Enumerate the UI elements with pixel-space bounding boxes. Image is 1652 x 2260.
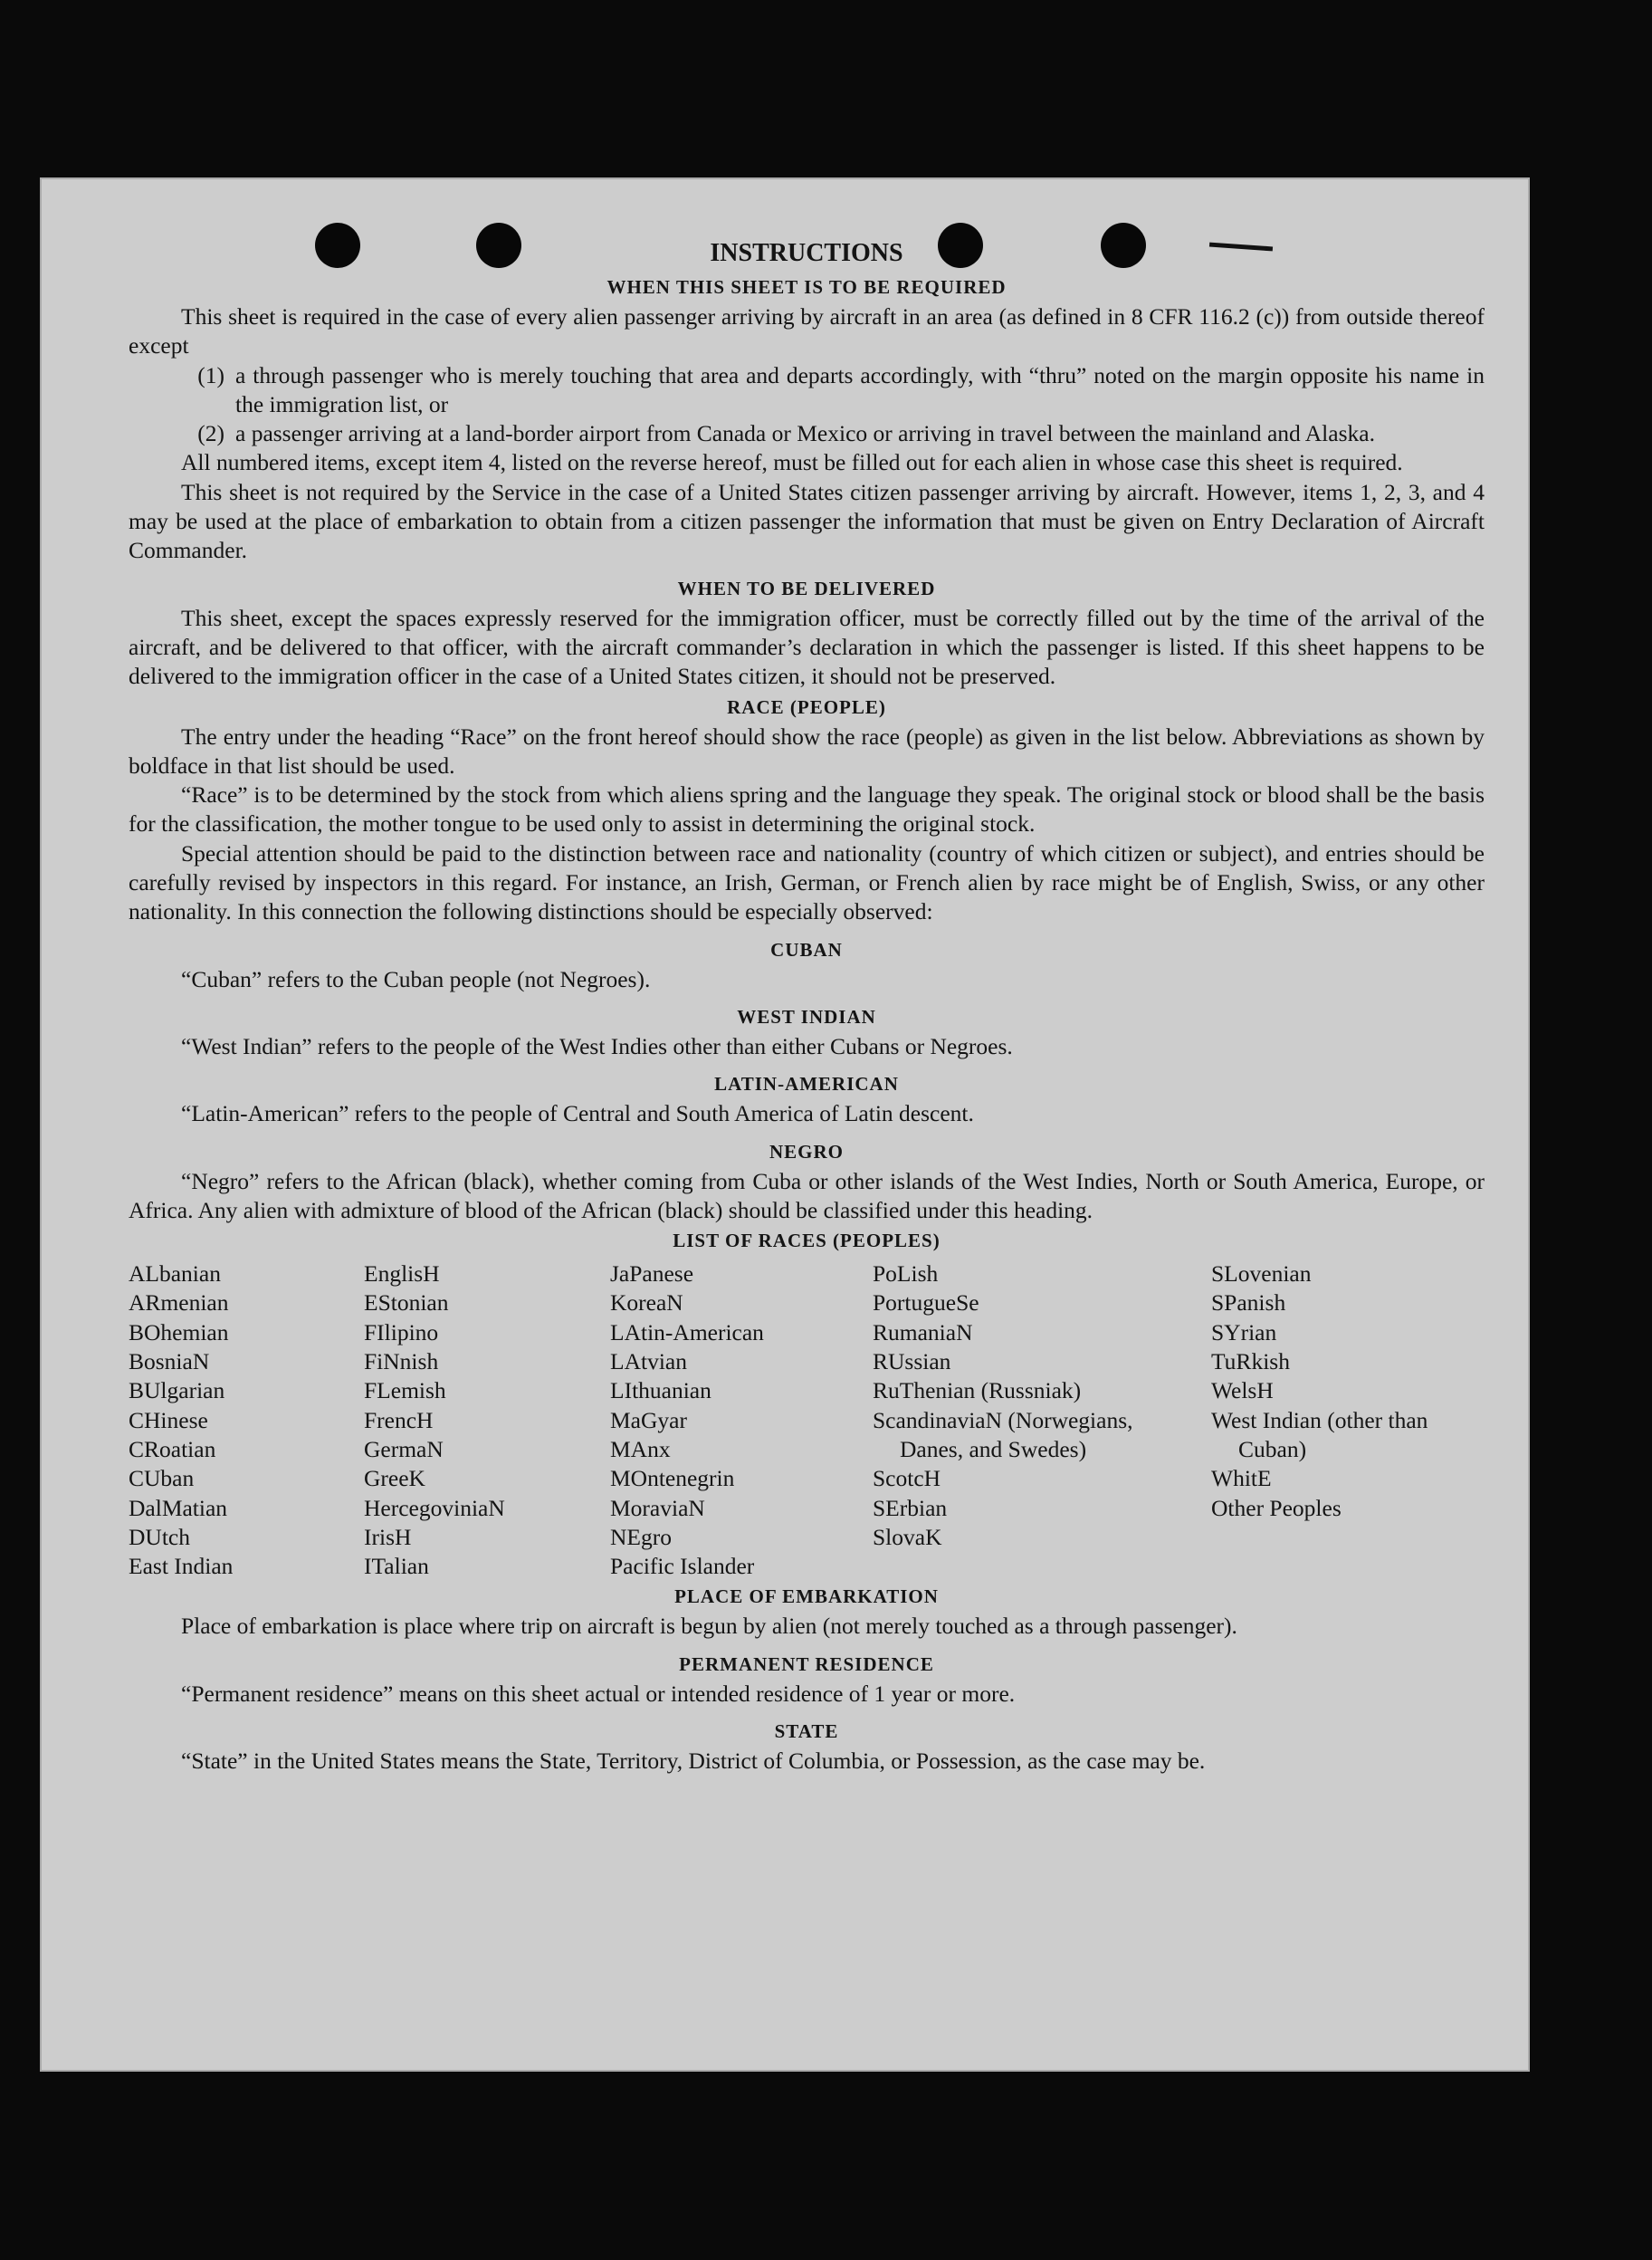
list-item bbox=[129, 419, 1485, 448]
paragraph: “Race” is to be determined by the stock from which aliens spring and the language they speak. The original stock or blood shall be the basis for the classification, the mother tongue to be used only to assist in determining the original stock. bbox=[129, 781, 1485, 838]
race-entry: NEgro bbox=[610, 1523, 672, 1550]
race-entry: CHinese bbox=[129, 1406, 208, 1433]
race-entry: LAtin-American bbox=[610, 1318, 764, 1345]
race-entry: MAnx bbox=[610, 1435, 671, 1462]
section-heading: LIST OF RACES (PEOPLES) bbox=[673, 1230, 941, 1252]
section-heading: NEGRO bbox=[769, 1140, 844, 1163]
race-entry: FiNnish bbox=[364, 1348, 439, 1375]
race-entry: EStonian bbox=[364, 1289, 449, 1317]
race-entry: JaPanese bbox=[610, 1260, 694, 1288]
race-entry: Pacific Islander bbox=[610, 1553, 755, 1580]
race-entry: East Indian bbox=[129, 1553, 234, 1580]
races-column bbox=[873, 1259, 1144, 1581]
section-heading: RACE (PEOPLE) bbox=[727, 695, 886, 718]
instructions-body bbox=[129, 235, 1485, 1776]
paragraph: “Latin-American” refers to the people of Central and South America of Latin descent. bbox=[181, 1100, 974, 1127]
race-entry: GreeK bbox=[364, 1465, 425, 1492]
race-entry: Other Peoples bbox=[1211, 1494, 1342, 1521]
race-entry: GermaN bbox=[364, 1435, 444, 1462]
race-entry: FLemish bbox=[364, 1377, 446, 1404]
item-number: (2) bbox=[197, 420, 224, 447]
item-number: (1) bbox=[197, 361, 224, 388]
races-list bbox=[129, 1259, 1485, 1581]
paragraph: “State” in the United States means the State, Territory, District of Columbia, or Possession, as the case may be. bbox=[181, 1747, 1206, 1774]
race-entry: ScandinaviaN (Norwegians, Danes, and Swedes) bbox=[873, 1406, 1133, 1462]
races-column bbox=[364, 1259, 610, 1581]
race-entry: West Indian (other than Cuban) bbox=[1211, 1406, 1428, 1462]
race-entry: EnglisH bbox=[364, 1260, 440, 1288]
race-entry: DUtch bbox=[129, 1523, 190, 1550]
section-heading: STATE bbox=[774, 1719, 839, 1742]
races-column bbox=[129, 1259, 364, 1581]
race-entry: IrisH bbox=[364, 1523, 412, 1550]
race-entry: SPanish bbox=[1211, 1289, 1286, 1317]
document-sheet bbox=[40, 177, 1530, 2072]
section-heading: LATIN-AMERICAN bbox=[714, 1073, 899, 1096]
race-entry: ARmenian bbox=[129, 1289, 229, 1317]
race-entry: KoreaN bbox=[610, 1289, 683, 1317]
paragraph: All numbered items, except item 4, listed on the reverse hereof, must be filled out for each alien in whose case this sheet is required. bbox=[181, 449, 1403, 476]
paragraph: This sheet is required in the case of every alien passenger arriving by aircraft in an area (as defined in 8 CFR 116.2 (c)) from outside thereof except bbox=[129, 303, 1485, 359]
section-heading: WHEN THIS SHEET IS TO BE REQUIRED bbox=[606, 276, 1007, 298]
paragraph: This sheet, except the spaces expressly reserved for the immigration officer, must be correctly filled out by the time of the arrival of the aircraft, and be delivered to that officer, with the aircraft commander’s declaration in which the passenger is listed. If this sheet happens to be delivered to the immigration officer in the case of a United States citizen, it should not be preserved. bbox=[129, 604, 1485, 690]
race-entry: MoraviaN bbox=[610, 1494, 705, 1521]
race-entry: MaGyar bbox=[610, 1406, 687, 1433]
race-entry: RUssian bbox=[873, 1348, 951, 1375]
race-entry: WelsH bbox=[1211, 1377, 1274, 1404]
race-entry: RumaniaN bbox=[873, 1318, 973, 1345]
paragraph: This sheet is not required by the Service in the case of a United States citizen passenger arriving by aircraft. However, items 1, 2, 3, and 4 may be used at the place of embarkation to obtain from a citizen passenger the information that must be given on Entry Declaration of Aircraft Commander. bbox=[129, 478, 1485, 564]
paragraph: “Negro” refers to the African (black), whether coming from Cuba or other islands of the West Indies, North or South America, Europe, or Africa. Any alien with admixture of blood of the African (black) should be classified under this heading. bbox=[129, 1167, 1485, 1223]
race-entry: PortugueSe bbox=[873, 1289, 979, 1317]
list-item bbox=[129, 361, 1485, 420]
page-title: INSTRUCTIONS bbox=[710, 239, 903, 267]
race-entry: DalMatian bbox=[129, 1494, 228, 1521]
item-text: a passenger arriving at a land-border airport from Canada or Mexico or arriving in travel between the mainland and Alaska. bbox=[235, 420, 1375, 447]
race-entry: CUban bbox=[129, 1465, 195, 1492]
race-entry: SErbian bbox=[873, 1494, 948, 1521]
paragraph: “West Indian” refers to the people of the West Indies other than either Cubans or Negroes. bbox=[181, 1032, 1013, 1059]
race-entry: MOntenegrin bbox=[610, 1465, 735, 1492]
race-entry: ITalian bbox=[364, 1553, 429, 1580]
race-entry: SYrian bbox=[1211, 1318, 1277, 1345]
race-entry: FrencH bbox=[364, 1406, 434, 1433]
race-entry: ScotcH bbox=[873, 1465, 941, 1492]
item-text: a through passenger who is merely touching that area and departs accordingly, with “thru” noted on the margin opposite his name in the immigration list, or bbox=[235, 361, 1485, 417]
paragraph: Place of embarkation is place where trip on aircraft is begun by alien (not merely touched as a through passenger). bbox=[181, 1613, 1237, 1640]
race-entry: FIlipino bbox=[364, 1318, 439, 1345]
race-entry: TuRkish bbox=[1211, 1348, 1290, 1375]
race-entry: RuThenian (Russniak) bbox=[873, 1377, 1082, 1404]
race-entry: WhitE bbox=[1211, 1465, 1272, 1492]
race-entry: PoLish bbox=[873, 1260, 939, 1288]
race-entry: BosniaN bbox=[129, 1348, 210, 1375]
paragraph: “Cuban” refers to the Cuban people (not Negroes). bbox=[181, 965, 651, 992]
section-heading: WHEN TO BE DELIVERED bbox=[677, 577, 936, 599]
race-entry: ALbanian bbox=[129, 1260, 221, 1288]
section-heading: CUBAN bbox=[770, 938, 843, 961]
race-entry: HercegoviniaN bbox=[364, 1494, 505, 1521]
race-entry: LIthuanian bbox=[610, 1377, 711, 1404]
section-heading: WEST INDIAN bbox=[737, 1005, 876, 1028]
race-entry: BOhemian bbox=[129, 1318, 229, 1345]
section-heading: PLACE OF EMBARKATION bbox=[674, 1585, 939, 1608]
race-entry: SlovaK bbox=[873, 1523, 942, 1550]
race-entry: BUlgarian bbox=[129, 1377, 225, 1404]
race-entry: CRoatian bbox=[129, 1435, 216, 1462]
paragraph: “Permanent residence” means on this sheet actual or intended residence of 1 year or more. bbox=[181, 1680, 1016, 1707]
paragraph: The entry under the heading “Race” on the front hereof should show the race (people) as given in the list below. Abbreviations as shown by boldface in that list should be used. bbox=[129, 723, 1485, 779]
race-entry: SLovenian bbox=[1211, 1260, 1312, 1288]
race-entry: LAtvian bbox=[610, 1348, 687, 1375]
paragraph: Special attention should be paid to the distinction between race and nationality (country of which citizen or subject), and entries should be carefully revised by inspectors in this regard. For instance, an Irish, German, or French alien by race might be of English, Swiss, or any other nationality. In this connection the following distinctions should be especially observed: bbox=[129, 839, 1485, 925]
section-heading: PERMANENT RESIDENCE bbox=[679, 1652, 934, 1675]
races-column bbox=[1211, 1259, 1447, 1581]
races-column bbox=[610, 1259, 873, 1581]
